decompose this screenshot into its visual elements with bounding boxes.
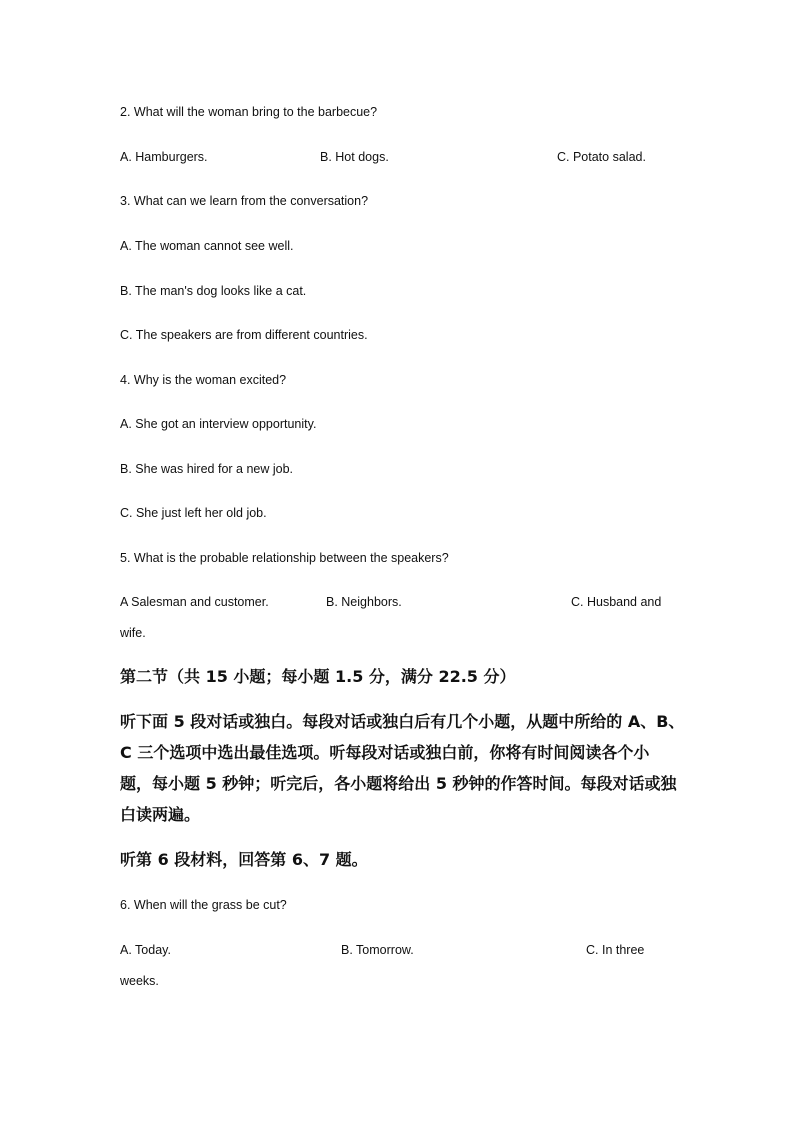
q5-option-c-continued: wife. [120,626,146,640]
q5-option-a: A Salesman and customer. [120,595,269,609]
material-instruction: 听第 6 段材料，回答第 6、7 题。 [120,850,368,869]
q4-option-c: C. She just left her old job. [120,506,267,520]
q3-option-a: A. The woman cannot see well. [120,239,294,253]
q2-option-b: B. Hot dogs. [320,150,389,164]
q6-option-c: C. In three [586,943,645,957]
q2-option-a: A. Hamburgers. [120,150,208,164]
instructions-line-1: 听下面 5 段对话或独白。每段对话或独白后有几个小题，从题中所给的 A、B、 [120,712,685,731]
q4-option-b: B. She was hired for a new job. [120,462,294,476]
q4-option-a: A. She got an interview opportunity. [120,417,317,431]
q5-option-b: B. Neighbors. [326,595,402,609]
q6-option-a: A. Today. [120,943,171,957]
instructions-line-2: C 三个选项中选出最佳选项。听每段对话或独白前，你将有时间阅读各个小 [120,743,650,762]
question-6: 6. When will the grass be cut? [120,898,287,912]
question-5: 5. What is the probable relationship between the speakers? [120,551,449,565]
instructions-line-4: 白读两遍。 [120,805,201,824]
q3-option-b: B. The man's dog looks like a cat. [120,284,307,298]
section-heading: 第二节（共 15 小题；每小题 1.5 分，满分 22.5 分） [120,667,516,686]
q5-option-c: C. Husband and [571,595,662,609]
question-3: 3. What can we learn from the conversation? [120,194,369,208]
q6-option-b: B. Tomorrow. [341,943,414,957]
q6-option-c-continued: weeks. [120,974,159,988]
q3-option-c: C. The speakers are from different countries. [120,328,368,342]
instructions-line-3: 题，每小题 5 秒钟；听完后，各小题将给出 5 秒钟的作答时间。每段对话或独 [120,774,677,793]
question-4: 4. Why is the woman excited? [120,373,287,387]
q2-option-c: C. Potato salad. [557,150,646,164]
question-2: 2. What will the woman bring to the barbecue? [120,105,378,119]
